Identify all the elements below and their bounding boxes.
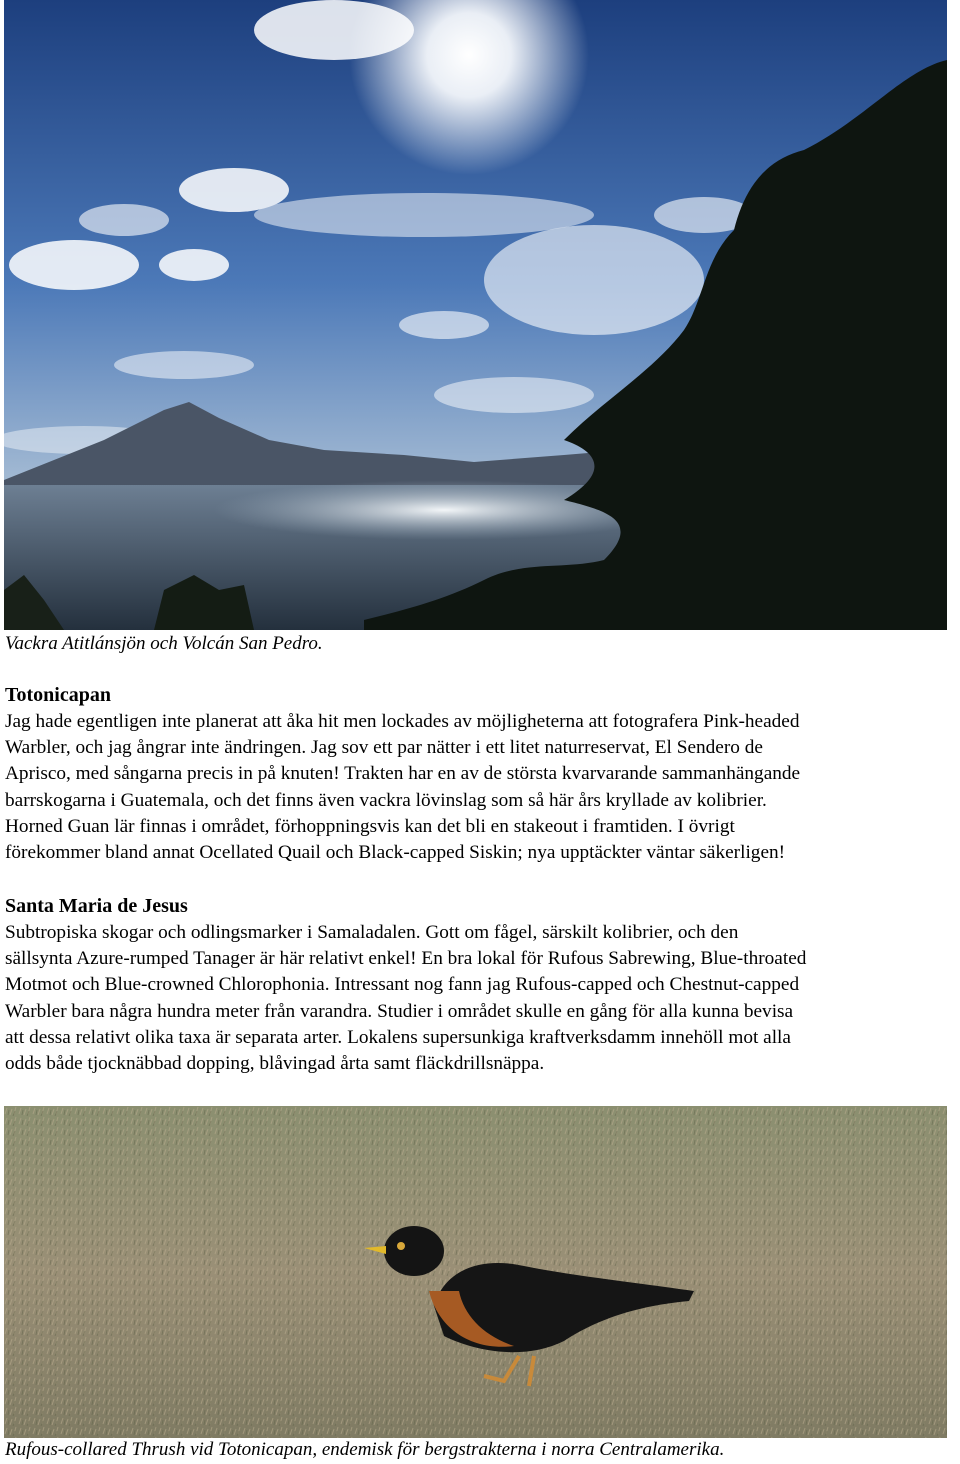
text-line: odds både tjocknäbbad dopping, blåvingad årta samt fläckdrillsnäppa. <box>5 1053 545 1075</box>
text-line: Warbler bara några hundra meter från varandra. Studier i området skulle en gång för alla kunna bevisa <box>5 1000 794 1022</box>
text-line: Subtropiska skogar och odlingsmarker i Samaladalen. Gott om fågel, särskilt kolibrier, och den <box>5 922 739 943</box>
lake-volcano-photo <box>4 0 947 630</box>
text-line: barrskogarna i Guatemala, och det finns även vackra lövinslag som så här års kryllade av kolibrier. <box>5 789 767 811</box>
text-line: att dessa relativt olika taxa är separata arter. Lokalens supersunkiga kraftverksdamm innehöll mot alla <box>5 1026 791 1048</box>
section-body-totonicapan <box>5 709 957 866</box>
section-heading-totonicapan: Totonicapan <box>5 684 111 706</box>
thrush-photo <box>4 1106 947 1438</box>
text-line: Horned Guan lär finnas i området, förhoppningsvis kan det bli en stakeout i framtiden. I övrigt <box>5 815 735 837</box>
text-line: Motmot och Blue-crowned Chlorophonia. Intressant nog fann jag Rufous-capped och Chestnut-capped <box>5 974 800 996</box>
text-line: Aprisco, med sångarna precis in på knuten! Trakten har en av de största kvarvarande sammanhängande <box>5 763 801 785</box>
lake-volcano-image <box>4 0 947 630</box>
section-body-santa-maria <box>5 920 957 1077</box>
text-line: förekommer bland annat Ocellated Quail och Black-capped Siskin; nya upptäckter väntar säkerligen! <box>5 842 786 864</box>
lake-photo-caption: Vackra Atitlánsjön och Volcán San Pedro. <box>5 633 323 654</box>
text-line: sällsynta Azure-rumped Tanager är här relativt enkel! En bra lokal för Rufous Sabrewing, Blue-throated <box>5 948 807 970</box>
thrush-image <box>4 1106 947 1438</box>
thrush-photo-caption: Rufous-collared Thrush vid Totonicapan, endemisk för bergstrakterna i norra Centralamerika. <box>5 1439 725 1460</box>
section-heading-santa-maria: Santa Maria de Jesus <box>5 895 188 917</box>
text-line: Warbler, och jag ångrar inte ändringen. Jag sov ett par nätter i ett litet naturreservat, El Sendero de <box>5 737 763 759</box>
text-line: Jag hade egentligen inte planerat att åka hit men lockades av möjligheterna att fotografera Pink-headed <box>5 711 800 732</box>
